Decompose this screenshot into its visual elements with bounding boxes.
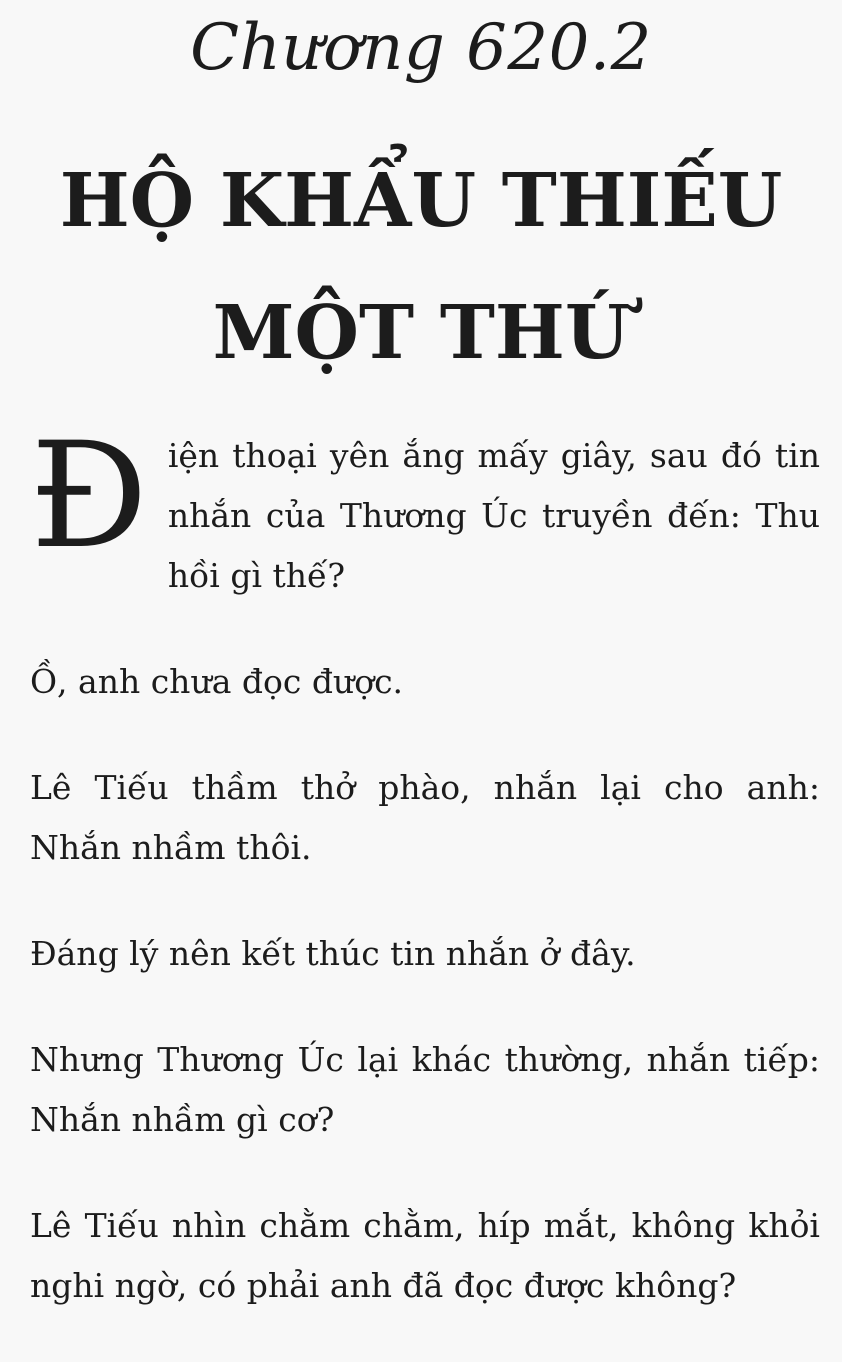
- paragraph-3: Lê Tiếu thầm thở phào, nhắn lại cho anh: Nhắn nhầm thôi.: [30, 768, 820, 867]
- chapter-number: Chương 620.2: [190, 11, 652, 85]
- paragraph-5: Nhưng Thương Úc lại khác thường, nhắn tiếp: Nhắn nhầm gì cơ?: [30, 1040, 820, 1139]
- chapter-content: [30, 411, 820, 1362]
- paragraph-2: Ồ, anh chưa đọc được.: [30, 662, 404, 701]
- drop-cap: Đ: [30, 411, 148, 581]
- paragraph-text: iện thoại yên ắng mấy giây, sau đó tin nhắn của Thương Úc truyền đến: Thu hồi gì thế?: [167, 436, 820, 595]
- paragraph-6: Lê Tiếu nhìn chằm chằm, híp mắt, không khỏi nghi ngờ, có phải anh đã đọc được không?: [30, 1206, 820, 1305]
- paragraph-4: Đáng lý nên kết thúc tin nhắn ở đây.: [30, 934, 636, 973]
- chapter-title: HỘ KHẨU THIẾU MỘT THỨ: [59, 158, 783, 376]
- paragraph-1: [30, 411, 820, 606]
